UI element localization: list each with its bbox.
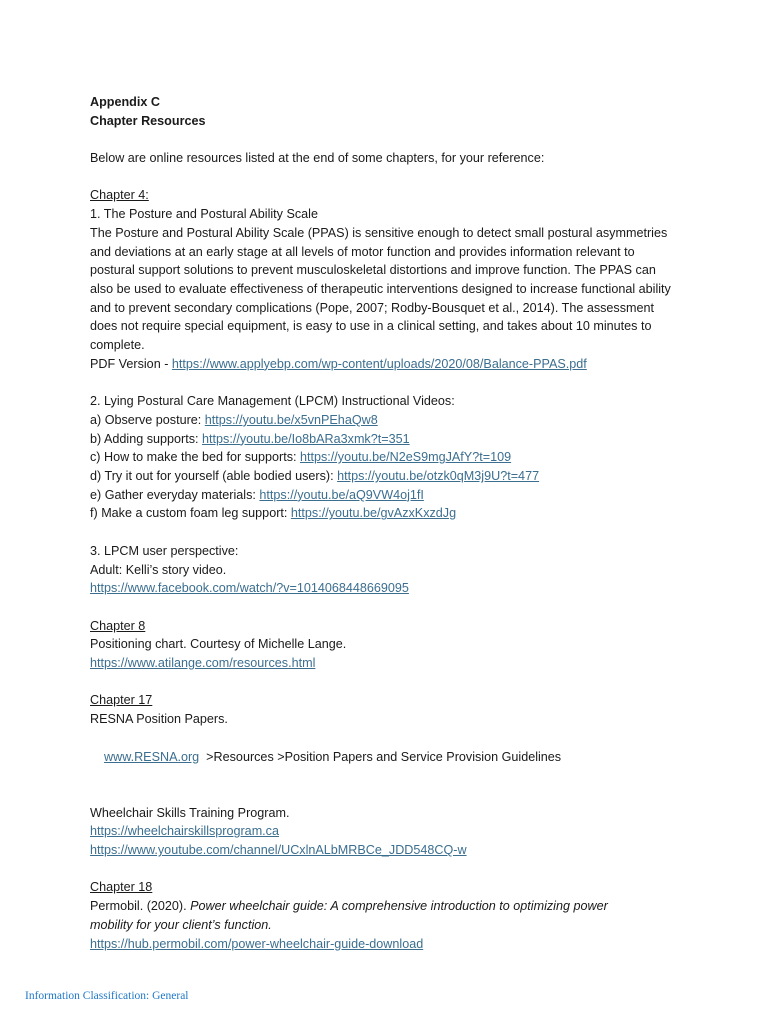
- video-label: e) Gather everyday materials:: [90, 487, 260, 502]
- chapter-17-heading: Chapter 17: [90, 693, 153, 708]
- chapter-18-heading: Chapter 18: [90, 880, 153, 895]
- ppas-description: The Posture and Postural Ability Scale (PPAS) is sensitive enough to detect small postural asymmetries and deviations at an early stage at all levels of motor function and provides information relevant to postural support solutions to prevent musculoskeletal distortions and improve function. The PPAS can also be used to evaluate effectiveness of therapeutic interventions designed to increase functional ability and to prevent secondary complications (Pope, 2007; Rodby-Bousquet et al., 2014). The assessment does not require special equipment, is easy to use in a clinical setting, and takes about 10 minutes to complete.: [90, 225, 671, 353]
- video-link-foam-leg-support[interactable]: https://youtu.be/gvAzxKxzdJg: [290, 506, 457, 521]
- chapter-4-heading: Chapter 4:: [90, 188, 149, 203]
- permobil-citation: [90, 897, 650, 934]
- kelli-story-text: Adult: Kelli’s story video.: [90, 562, 227, 577]
- video-link-try-it-out[interactable]: https://youtu.be/otzk0qM3j9U?t=477: [337, 469, 540, 484]
- intro-text: Below are online resources listed at the end of some chapters, for your reference:: [90, 151, 545, 166]
- resna-link[interactable]: www.RESNA.org: [104, 749, 200, 764]
- youtube-channel-link[interactable]: https://www.youtube.com/channel/UCxlnALbMRBCe_JDD548CQ-w: [90, 843, 467, 858]
- chapter-8-heading: Chapter 8: [90, 618, 146, 633]
- resna-papers-text: RESNA Position Papers.: [90, 712, 228, 727]
- video-link-adding-supports[interactable]: https://youtu.be/Io8bARa3xmk?t=351: [202, 431, 410, 446]
- citation-prefix: Permobil. (2020).: [90, 899, 191, 914]
- lpcm-videos-title: 2. Lying Postural Care Management (LPCM) Instructional Videos:: [90, 394, 455, 409]
- video-link-observe-posture[interactable]: https://youtu.be/x5vnPEhaQw8: [204, 412, 378, 427]
- video-link-make-bed[interactable]: https://youtu.be/N2eS9mgJAfY?t=109: [300, 450, 512, 465]
- wheelchair-skills-text: Wheelchair Skills Training Program.: [90, 805, 290, 820]
- list-item: [90, 486, 690, 505]
- video-link-gather-materials[interactable]: https://youtu.be/aQ9VW4oj1fI: [259, 487, 424, 502]
- facebook-video-link[interactable]: https://www.facebook.com/watch/?v=1014068448669095: [90, 581, 409, 596]
- ppas-title: 1. The Posture and Postural Ability Scale: [90, 207, 318, 222]
- video-label: f) Make a custom foam leg support:: [90, 506, 291, 521]
- resna-row: [90, 729, 690, 785]
- lpcm-user-perspective-title: 3. LPCM user perspective:: [90, 543, 239, 558]
- pdf-version-row: [90, 355, 690, 374]
- list-item: [90, 448, 690, 467]
- list-item: [90, 411, 690, 430]
- citation-title: Power wheelchair guide: A comprehensive introduction to optimizing power mobility for your client’s function.: [90, 899, 608, 932]
- video-label: c) How to make the bed for supports:: [90, 450, 300, 465]
- classification-footer: Information Classification: General: [25, 990, 189, 1002]
- list-item: [90, 430, 690, 449]
- pdf-version-label: PDF Version -: [90, 356, 172, 371]
- ppas-pdf-link[interactable]: https://www.applyebp.com/wp-content/uploads/2020/08/Balance-PPAS.pdf: [171, 356, 587, 371]
- permobil-guide-link[interactable]: https://hub.permobil.com/power-wheelchair-guide-download: [90, 936, 424, 951]
- positioning-chart-text: Positioning chart. Courtesy of Michelle Lange.: [90, 637, 347, 652]
- document-body: [90, 93, 690, 953]
- list-item: [90, 467, 690, 486]
- list-item: [90, 504, 690, 523]
- resna-path-text: >Resources >Position Papers and Service Provision Guidelines: [199, 749, 562, 764]
- video-label: b) Adding supports:: [90, 431, 203, 446]
- video-label: d) Try it out for yourself (able bodied users):: [90, 469, 338, 484]
- page-title: Chapter Resources: [90, 113, 206, 128]
- atilange-resources-link[interactable]: https://www.atilange.com/resources.html: [90, 656, 316, 671]
- video-label: a) Observe posture:: [90, 412, 205, 427]
- appendix-label: Appendix C: [90, 95, 160, 109]
- wheelchair-skills-link[interactable]: https://wheelchairskillsprogram.ca: [90, 824, 279, 839]
